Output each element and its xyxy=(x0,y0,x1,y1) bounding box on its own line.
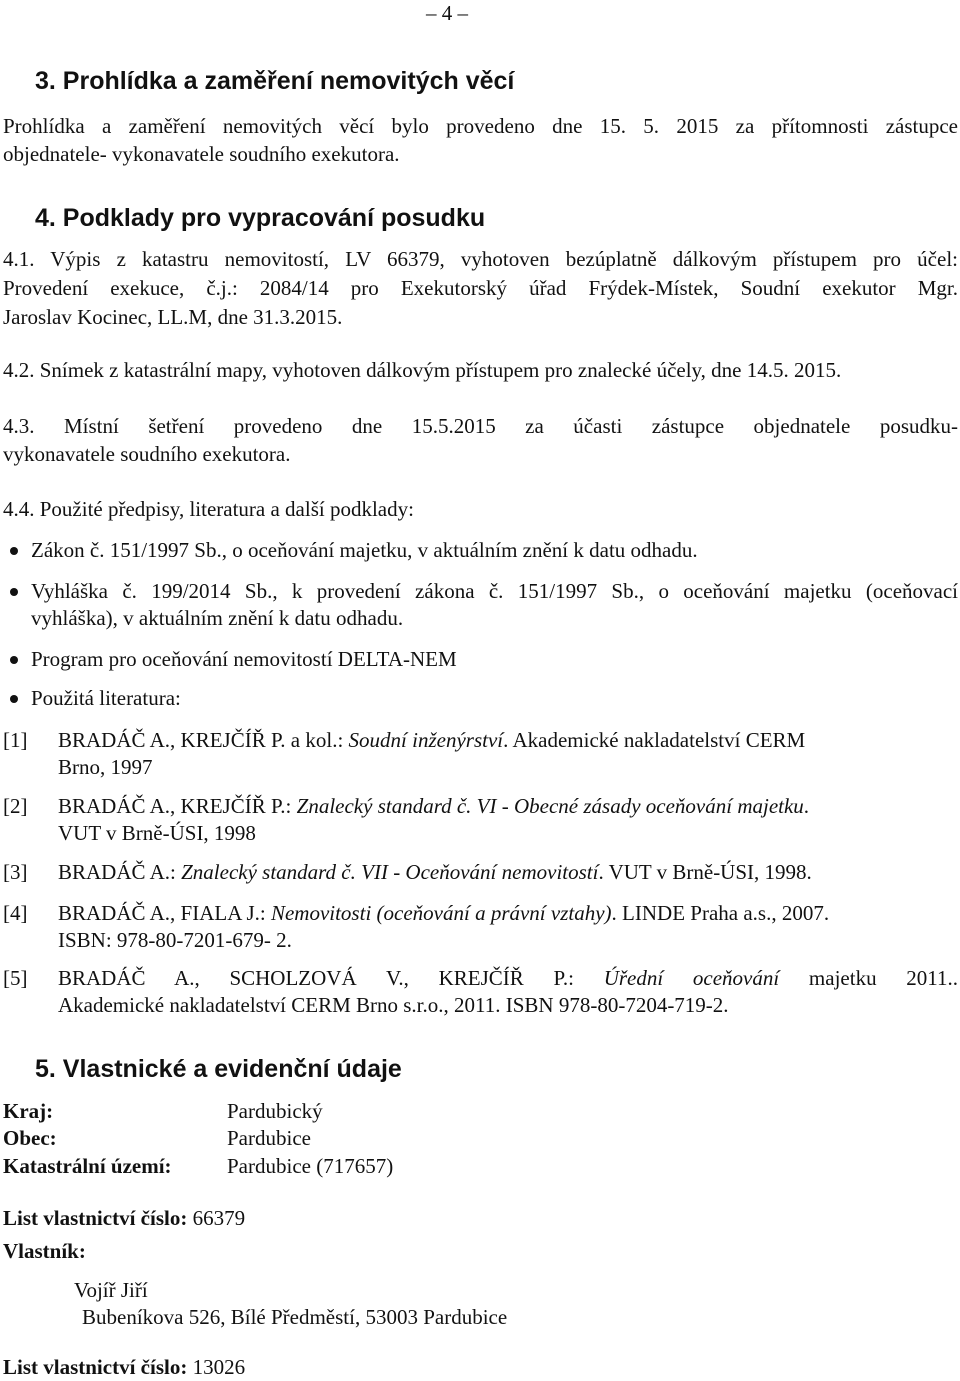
reference-2-line-2: VUT v Brně-ÚSI, 1998 xyxy=(58,821,256,845)
paragraph-4-2: 4.2. Snímek z katastrální mapy, vyhotoven dálkovým přístupem pro znalecké účely, dne 14.5. 2015. xyxy=(3,358,842,382)
reference-1-line-1: BRADÁČ A., KREJČÍŘ P. a kol.: Soudní inženýrství. Akademické nakladatelství CERM xyxy=(58,728,806,752)
bullet-dot-icon xyxy=(10,695,18,703)
reference-4-line-1: BRADÁČ A., FIALA J.: Nemovitosti (oceňování a právní vztahy). LINDE Praha a.s., 2007. xyxy=(58,901,830,925)
reference-4-line-2: ISBN: 978-80-7201-679- 2. xyxy=(58,928,292,952)
katastralni-uzemi-label: Katastrální území: xyxy=(3,1154,172,1178)
bullet-item-decree-line-1: Vyhláška č. 199/2014 Sb., k provedení zákona č. 151/1997 Sb., o oceňování majetku (oceňovací xyxy=(31,579,958,603)
section-3-heading: 3. Prohlídka a zaměření nemovitých věcí xyxy=(35,67,515,95)
owner-name: Vojíř Jiří xyxy=(74,1278,148,1302)
bullet-item-law: Zákon č. 151/1997 Sb., o oceňování majetku, v aktuálním znění k datu odhadu. xyxy=(31,538,698,562)
paragraph-4-1-line-3: Jaroslav Kocinec, LL.M, dne 31.3.2015. xyxy=(3,305,343,329)
section-5-heading: 5. Vlastnické a evidenční údaje xyxy=(35,1055,402,1083)
kraj-value: Pardubický xyxy=(227,1099,323,1123)
vlastnik-label: Vlastník: xyxy=(3,1239,86,1263)
reference-3-line-1: BRADÁČ A.: Znalecký standard č. VII - Oceňování nemovitostí. VUT v Brně-ÚSI, 1998. xyxy=(58,860,812,884)
bullet-dot-icon xyxy=(10,547,18,555)
paragraph-4-3-line-1: 4.3. Místní šetření provedeno dne 15.5.2015 za účasti zástupce objednatele posudku- xyxy=(3,414,958,438)
paragraph-4-3-line-2: vykonavatele soudního exekutora. xyxy=(3,442,291,466)
bullet-dot-icon xyxy=(10,656,18,664)
bullet-dot-icon xyxy=(10,588,18,596)
bullet-item-literature: Použitá literatura: xyxy=(31,686,181,710)
paragraph-4-4: 4.4. Použité předpisy, literatura a další podklady: xyxy=(3,497,414,521)
reference-number: [4] xyxy=(3,901,28,925)
section-4-heading: 4. Podklady pro vypracování posudku xyxy=(35,204,486,232)
bullet-item-decree-line-2: vyhláška), v aktuálním znění k datu odhadu. xyxy=(31,606,404,630)
reference-1-line-2: Brno, 1997 xyxy=(58,755,153,779)
reference-number: [5] xyxy=(3,966,28,990)
owner-address: Bubeníkova 526, Bílé Předměstí, 53003 Pardubice xyxy=(82,1305,508,1329)
bullet-item-program: Program pro oceňování nemovitostí DELTA-NEM xyxy=(31,647,457,671)
section-3-text-line-2: objednatele- vykonavatele soudního exekutora. xyxy=(3,142,400,166)
obec-value: Pardubice xyxy=(227,1126,311,1150)
reference-number: [2] xyxy=(3,794,28,818)
paragraph-4-1-line-1: 4.1. Výpis z katastru nemovitostí, LV 66379, vyhotoven bezúplatně dálkovým přístupem pro účel: xyxy=(3,247,958,271)
reference-number: [3] xyxy=(3,860,28,884)
section-3-text-line-1: Prohlídka a zaměření nemovitých věcí bylo provedeno dne 15. 5. 2015 za přítomnosti zástupce xyxy=(3,114,958,138)
page-number: – 4 – xyxy=(426,1,468,25)
list-vlastnictvi-2: List vlastnictví číslo: 13026 xyxy=(3,1355,246,1379)
reference-2-line-1: BRADÁČ A., KREJČÍŘ P.: Znalecký standard č. VI - Obecné zásady oceňování majetku. xyxy=(58,794,810,818)
reference-5-line-2: Akademické nakladatelství CERM Brno s.r.o., 2011. ISBN 978-80-7204-719-2. xyxy=(58,993,729,1017)
list-vlastnictvi-1: List vlastnictví číslo: 66379 xyxy=(3,1206,246,1230)
kraj-label: Kraj: xyxy=(3,1099,54,1123)
reference-5-line-1: BRADÁČ A., SCHOLZOVÁ V., KREJČÍŘ P.: Úřední oceňování majetku 2011.. xyxy=(58,966,958,990)
katastralni-uzemi-value: Pardubice (717657) xyxy=(227,1154,394,1178)
obec-label: Obec: xyxy=(3,1126,57,1150)
paragraph-4-1-line-2: Provedení exekuce, č.j.: 2084/14 pro Exekutorský úřad Frýdek-Místek, Soudní exekutor Mgr. xyxy=(3,276,958,300)
reference-number: [1] xyxy=(3,728,28,752)
